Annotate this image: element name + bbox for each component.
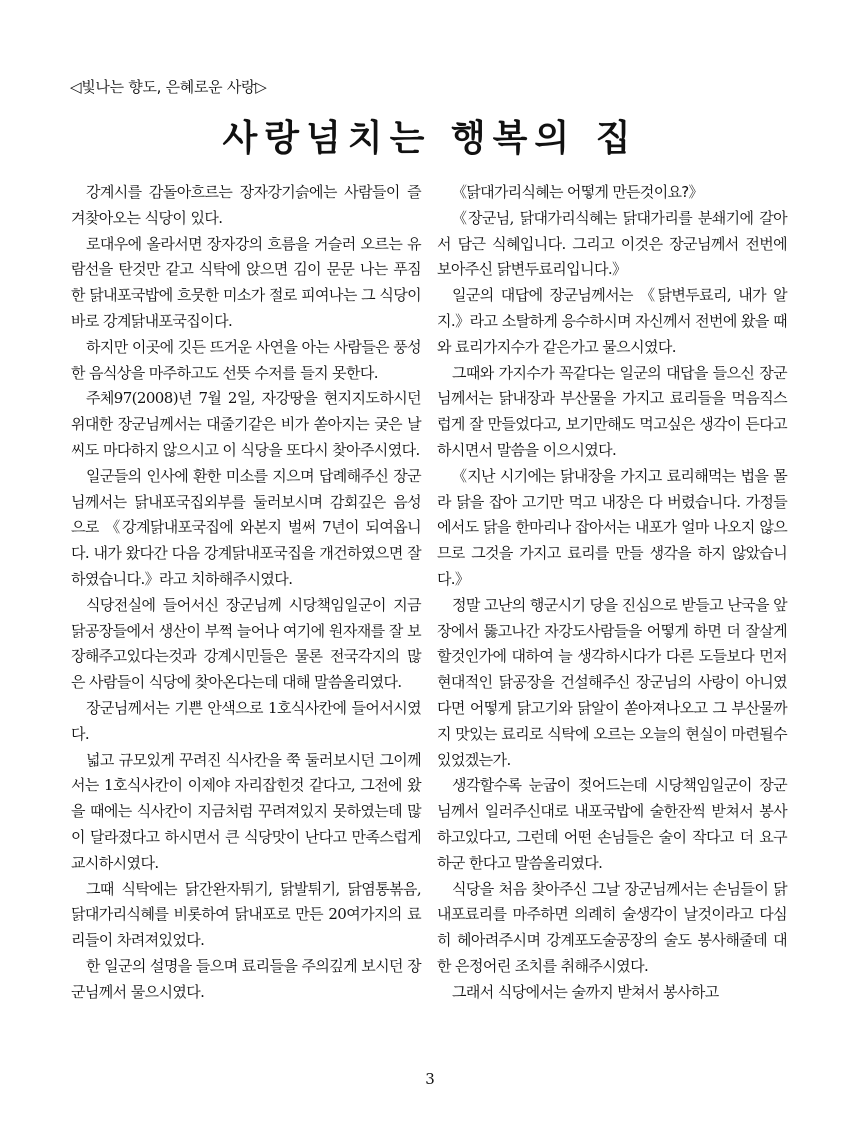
paragraph: 장군님께서는 기쁜 안색으로 1호식사칸에 들어서시였다.: [71, 698, 421, 743]
paragraph: 《지난 시기에는 닭내장을 가지고 료리해먹는 법을 몰라 닭을 잡아 고기만 먹고 내장은 다 버렸습니다. 가정들에서도 닭을 한마리나 잡아서는 내포가 얼마 나오지 않으므로 그것을 가지고 료리를 만들 생각을 하지 않았습니다.》: [437, 466, 787, 588]
paragraph: 강계시를 감돌아흐르는 장자강기슭에는 사람들이 즐겨찾아오는 식당이 있다.: [71, 183, 421, 227]
section-label: ◁빛나는 향도, 은혜로운 사랑▷: [70, 78, 267, 96]
paragraph: 정말 고난의 행군시기 당을 진심으로 받들고 난국을 앞장에서 뚫고나간 자강도사람들을 어떻게 하면 더 잘살게 할것인가에 대하여 늘 생각하시다가 다른 도들보다 먼저 현대적인 닭공장을 건설해주신 장군님의 사랑이 아니였다면 어떻게 닭고기와 닭알이 쏟아져나오고 그 부산물까지 맛있는 료리로 식탁에 오르는 오늘의 현실이 마련될수 있었겠는가.: [437, 595, 787, 769]
paragraph: 그때 식탁에는 닭간완자튀기, 닭발튀기, 닭염통볶음, 닭대가리식혜를 비롯하여 닭내포로 만든 20여가지의 료리들이 차려져있었다.: [71, 879, 421, 950]
paragraph: 한 일군의 설명을 들으며 료리들을 주의깊게 보시던 장군님께서 물으시였다.: [71, 956, 421, 1001]
paragraph: 식당전실에 들어서신 장군님께 시당책임일군이 지금 닭공장들에서 생산이 부쩍 늘어나 여기에 원자재를 잘 보장해주고있다는것과 강계시민들은 물론 전국각지의 많은 사람들이 식당에 찾아온다는데 대해 말씀올리였다.: [71, 595, 421, 692]
paragraph: 하지만 이곳에 깃든 뜨거운 사연을 아는 사람들은 풍성한 음식상을 마주하고도 선뜻 수저를 들지 못한다.: [71, 337, 421, 382]
left-column: [71, 180, 421, 1006]
page-number: 3: [425, 1070, 435, 1088]
page-title: 사랑넘치는 행복의 집: [222, 117, 638, 159]
paragraph: 로대우에 올라서면 장자강의 흐름을 거슬러 오르는 유람선을 탄것만 같고 식탁에 앉으면 김이 문문 나는 푸짐한 닭내포국밥에 흐뭇한 미소가 절로 피여나는 그 식당이 바로 강계닭내포국집이다.: [71, 234, 421, 330]
paragraph: 넓고 규모있게 꾸려진 식사칸을 쭉 둘러보시던 그이께서는 1호식사칸이 이제야 자리잡힌것 같다고, 그전에 왔을 때에는 식사칸이 지금처럼 꾸려져있지 못하였는데 많이 달라졌다고 하시면서 큰 식당맛이 난다고 만족스럽게 교시하시였다.: [71, 750, 421, 872]
paragraph: 일군의 대답에 장군님께서는 《닭변두료리, 내가 알지.》라고 소탈하게 응수하시며 자신께서 전번에 왔을 때와 료리가지수가 같은가고 물으시였다.: [437, 286, 787, 356]
paragraph: 주체97(2008)년 7월 2일, 자강땅을 현지지도하시던 위대한 장군님께서는 대줄기같은 비가 쏟아지는 궂은 날씨도 마다하지 않으시고 이 식당을 또다시 찾아주시였다.: [71, 389, 421, 459]
right-column: [437, 180, 787, 1006]
paragraph: 생각할수록 눈굽이 젖어드는데 시당책임일군이 장군님께서 일러주신대로 내포국밥에 술한잔씩 받쳐서 봉사하고있다고, 그런데 어떤 손님들은 술이 작다고 더 요구하군 한다고 말씀올리였다.: [437, 776, 787, 872]
paragraph: 그때와 가지수가 꼭같다는 일군의 대답을 들으신 장군님께서는 닭내장과 부산물을 가지고 료리들을 먹음직스럽게 잘 만들었다고, 보기만해도 먹고싶은 생각이 든다고 하시면서 말씀을 이으시였다.: [437, 363, 787, 459]
paragraph: 그래서 식당에서는 술까지 받쳐서 봉사하고: [452, 982, 719, 1001]
paragraph: 《닭대가리식혜는 어떻게 만든것이요?》: [452, 183, 703, 201]
paragraph: 《장군님, 닭대가리식혜는 닭대가리를 분쇄기에 갈아서 담근 식혜입니다. 그리고 이것은 장군님께서 전번에 보아주신 닭변두료리입니다.》: [437, 208, 787, 279]
paragraph: 식당을 처음 찾아주신 그날 장군님께서는 손님들이 닭내포료리를 마주하면 의례히 술생각이 날것이라고 다심히 헤아려주시며 강계포도술공장의 술도 봉사해줄데 대한 은정어린 조치를 취해주시였다.: [437, 879, 787, 975]
paragraph: 일군들의 인사에 환한 미소를 지으며 답례해주신 장군님께서는 닭내포국집외부를 둘러보시며 감회깊은 음성으로 《강계닭내포국집에 와본지 벌써 7년이 되여옵니다. 내가 왔다간 다음 강계닭내포국집을 개건하였으면 잘하였습니다.》라고 치하해주시였다.: [71, 466, 421, 588]
